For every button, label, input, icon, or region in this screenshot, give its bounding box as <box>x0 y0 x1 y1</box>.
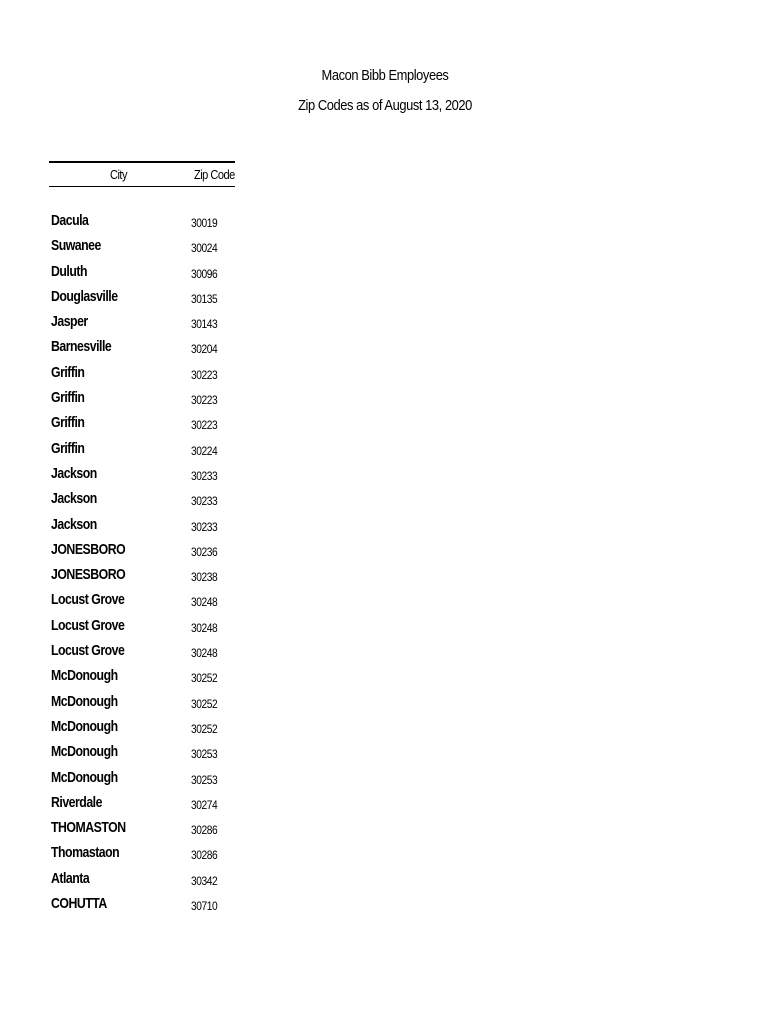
zip-code-cell: 30342 <box>191 873 218 888</box>
column-header-zip-code: Zip Code <box>194 167 235 182</box>
column-header-city: City <box>110 167 127 182</box>
table-row <box>51 642 251 667</box>
city-cell: Thomastaon <box>51 844 120 862</box>
city-cell: McDonough <box>51 743 118 761</box>
city-cell: Locust Grove <box>51 591 125 609</box>
table-row <box>51 667 251 692</box>
table-row <box>51 490 251 515</box>
zip-code-cell: 30286 <box>191 848 218 863</box>
zip-code-cell: 30019 <box>191 216 218 230</box>
table-row <box>51 566 251 591</box>
table-row <box>51 364 251 389</box>
city-cell: Griffin <box>51 414 85 432</box>
zip-code-cell: 30236 <box>191 544 218 559</box>
table-row <box>51 718 251 743</box>
city-cell: Douglasville <box>51 287 118 305</box>
city-cell: Dacula <box>51 212 89 229</box>
zip-code-cell: 30248 <box>191 646 218 661</box>
zip-code-cell: 30274 <box>191 797 218 812</box>
city-cell: Locust Grove <box>51 616 125 634</box>
city-cell: JONESBORO <box>51 566 126 584</box>
city-cell: McDonough <box>51 667 118 685</box>
zip-code-cell: 30710 <box>191 899 218 914</box>
city-cell: THOMASTON <box>51 819 126 837</box>
city-cell: JONESBORO <box>51 540 126 558</box>
zip-code-cell: 30252 <box>191 671 218 686</box>
table-row <box>51 693 251 718</box>
table-row <box>51 617 251 642</box>
city-cell: Barnesville <box>51 338 112 356</box>
zip-code-cell: 30248 <box>191 620 218 635</box>
city-cell: Jasper <box>51 313 88 331</box>
table-row <box>51 819 251 844</box>
table-row <box>51 895 251 920</box>
zip-code-cell: 30223 <box>191 367 218 382</box>
table-row <box>51 212 251 237</box>
table-top-rule <box>49 161 235 163</box>
zip-code-cell: 30248 <box>191 595 218 610</box>
city-cell: Jackson <box>51 464 97 482</box>
zip-code-cell: 30135 <box>191 291 218 306</box>
document-title: Macon Bibb Employees <box>321 67 449 84</box>
table-row <box>51 465 251 490</box>
zip-code-cell: 30233 <box>191 468 218 483</box>
city-cell: Griffin <box>51 389 85 407</box>
table-row <box>51 338 251 363</box>
city-cell: Suwanee <box>51 237 101 255</box>
zip-code-cell: 30204 <box>191 342 218 357</box>
table-row <box>51 288 251 313</box>
zip-code-cell: 30223 <box>191 418 218 433</box>
table-row <box>51 414 251 439</box>
table-row <box>51 743 251 768</box>
zip-code-cell: 30253 <box>191 747 218 762</box>
city-cell: McDonough <box>51 692 118 710</box>
table-row <box>51 440 251 465</box>
zip-code-cell: 30143 <box>191 317 218 332</box>
zip-code-cell: 30252 <box>191 721 218 736</box>
table-row <box>51 769 251 794</box>
zip-code-cell: 30096 <box>191 266 218 281</box>
city-cell: COHUTTA <box>51 895 107 913</box>
zip-code-cell: 30224 <box>191 443 218 458</box>
table-row <box>51 591 251 616</box>
city-cell: Duluth <box>51 262 87 280</box>
zip-code-cell: 30286 <box>191 823 218 838</box>
table-row <box>51 844 251 869</box>
zip-code-cell: 30223 <box>191 393 218 408</box>
table-row <box>51 794 251 819</box>
zip-code-cell: 30252 <box>191 696 218 711</box>
zip-code-cell: 30253 <box>191 772 218 787</box>
table-row <box>51 870 251 895</box>
document-subtitle: Zip Codes as of August 13, 2020 <box>298 97 472 114</box>
city-cell: McDonough <box>51 717 118 735</box>
city-cell: Atlanta <box>51 869 90 887</box>
zip-code-table-body <box>51 212 251 920</box>
zip-code-cell: 30024 <box>191 241 218 256</box>
table-row <box>51 237 251 262</box>
table-row <box>51 541 251 566</box>
city-cell: Griffin <box>51 363 85 381</box>
city-cell: Jackson <box>51 515 97 533</box>
city-cell: Locust Grove <box>51 642 125 660</box>
city-cell: Griffin <box>51 439 85 457</box>
city-cell: Riverdale <box>51 793 102 811</box>
table-row <box>51 263 251 288</box>
table-header-rule <box>49 186 235 187</box>
zip-code-cell: 30238 <box>191 570 218 585</box>
table-row <box>51 313 251 338</box>
table-row <box>51 516 251 541</box>
zip-code-cell: 30233 <box>191 519 218 534</box>
city-cell: McDonough <box>51 768 118 786</box>
table-row <box>51 389 251 414</box>
city-cell: Jackson <box>51 490 97 508</box>
zip-code-cell: 30233 <box>191 494 218 509</box>
